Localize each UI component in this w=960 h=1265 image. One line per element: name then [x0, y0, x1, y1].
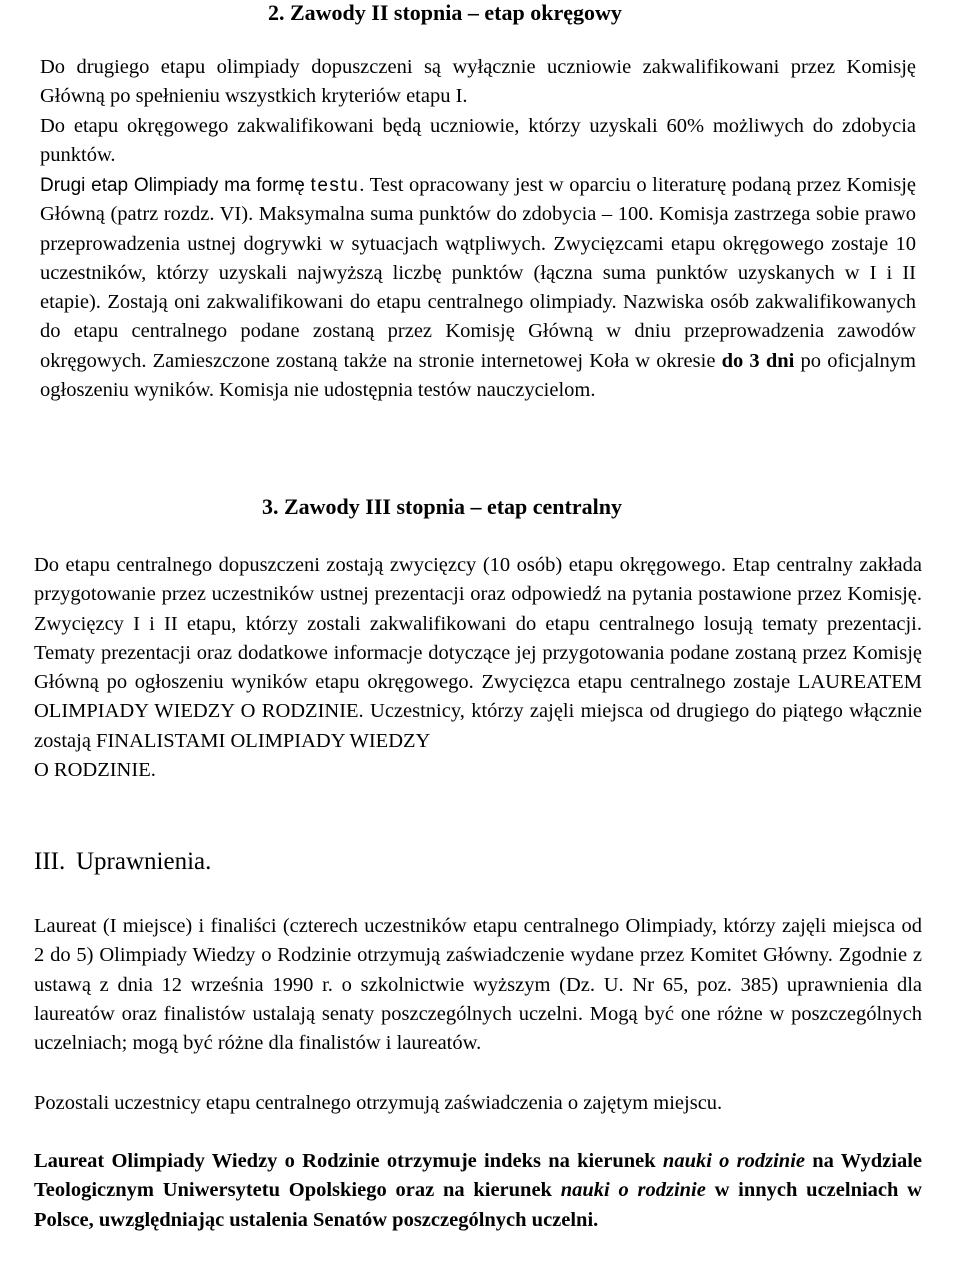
p3-text-a: Drugi etap Olimpiady ma formę — [40, 175, 311, 196]
section-3-text-last-line: O RODZINIE. — [34, 759, 156, 782]
section-iii-paragraph-3 — [34, 1147, 922, 1235]
section-iii-heading — [34, 847, 211, 877]
section-2-heading: 2. Zawody II stopnia – etap okręgowy — [268, 0, 622, 25]
section-iii-paragraph-2: Pozostali uczestnicy etapu centralnego otrzymują zaświadczenia o zajętym miejscu. — [34, 1092, 723, 1114]
section-iii-paragraph-1: Laureat (I miejsce) i finaliści (czterech uczestników etapu centralnego Olimpiady, którzy zajęli miejsca od 2 do 5) Olimpiady Wiedzy o Rodzinie otrzymują zaświadczenie wydane przez Komitet Główny. Zgodnie z ustawą z dnia 12 września 1990 r. o szkolnictwie wyższym (Dz. U. Nr 65, poz. 385) uprawnienia dla laureatów oraz finalistów ustalają senaty poszczególnych uczelni. Mogą być one różne w poszczególnych uczelniach; mogą być różne dla finalistów i laureatów. — [34, 915, 922, 1055]
section-iii-number: III. — [34, 848, 66, 875]
section-3-text: Do etapu centralnego dopuszczeni zostają zwycięzcy (10 osób) etapu okręgowego. Etap centralny zakłada przygotowanie przez uczestników ustnej prezentacji oraz odpowiedź na pytania postawione przez Komisję. Zwycięzcy I i II etapu, którzy zostali zakwalifikowani do etapu centralnego losują tematy prezentacji. Tematy prezentacji oraz dodatkowe informacje dotyczące jej przygotowania podane zostaną przez Komisję Główną po ogłoszeniu wyników etapu okręgowego. Zwycięzca etapu centralnego zostaje LAUREATEM OLIMPIADY WIEDZY O RODZINIE. Uczestnicy, którzy zajęli miejsca od drugiego do piątego włącznie zostają FINALISTAMI OLIMPIADY WIEDZY — [34, 554, 922, 752]
section-2-paragraph-3 — [40, 171, 916, 405]
p3-bold-days: do 3 dni — [721, 349, 795, 372]
p3-bold-c: w innych uczelniach w Polsce, uwzględniając ustalenia Senatów poszczególnych uczelni. — [34, 1179, 922, 1231]
p3-bold-a: Laureat Olimpiady Wiedzy o Rodzinie otrzymuje indeks na kierunek — [34, 1150, 663, 1172]
section-3-paragraph — [34, 551, 922, 785]
p3-test-word: testu — [310, 175, 360, 196]
section-2-paragraph-1: Do drugiego etapu olimpiady dopuszczeni są wyłącznie uczniowie zakwalifikowani przez Komisję Główną po spełnieniu wszystkich kryteriów etapu I. — [40, 56, 916, 108]
p3-italic-2: nauki o rodzinie — [560, 1179, 706, 1202]
p3-text-b: . Test opracowany jest w oparciu o literaturę podaną przez Komisję Główną (patrz rozdz. VI). Maksymalna suma punktów do zdobycia – 100. Komisja zastrzega sobie prawo przeprowadzenia ustnej dogrywki w sytuacjach wątpliwych. Zwycięzcami etapu okręgowego zostaje 10 uczestników, którzy uzyskali najwyższą liczbę punktów (łączna suma punktów uzyskanych w I i II etapie). Zostają oni zakwalifikowani do etapu centralnego olimpiady. Nazwiska osób zakwalifikowanych do etapu centralnego podane zostaną przez Komisję Główną w dniu przeprowadzenia zawodów okręgowych. Zamieszczone zostaną także na stronie internetowej Koła w okresie — [40, 174, 916, 372]
p3-text-c: po oficjalnym ogłoszeniu wyników. Komisja nie udostępnia testów nauczycielom. — [40, 349, 916, 402]
section-2-paragraph-2: Do etapu okręgowego zakwalifikowani będą uczniowie, którzy uzyskali 60% możliwych do zdobycia punktów. — [40, 115, 916, 167]
p3-italic-1: nauki o rodzinie — [662, 1150, 805, 1172]
section-3-heading: 3. Zawody III stopnia – etap centralny — [262, 494, 622, 519]
p3-bold-b: na Wydziale Teologicznym Uniwersytetu Opolskiego oraz na kierunek — [34, 1150, 922, 1202]
section-iii-title: Uprawnienia. — [76, 848, 212, 875]
